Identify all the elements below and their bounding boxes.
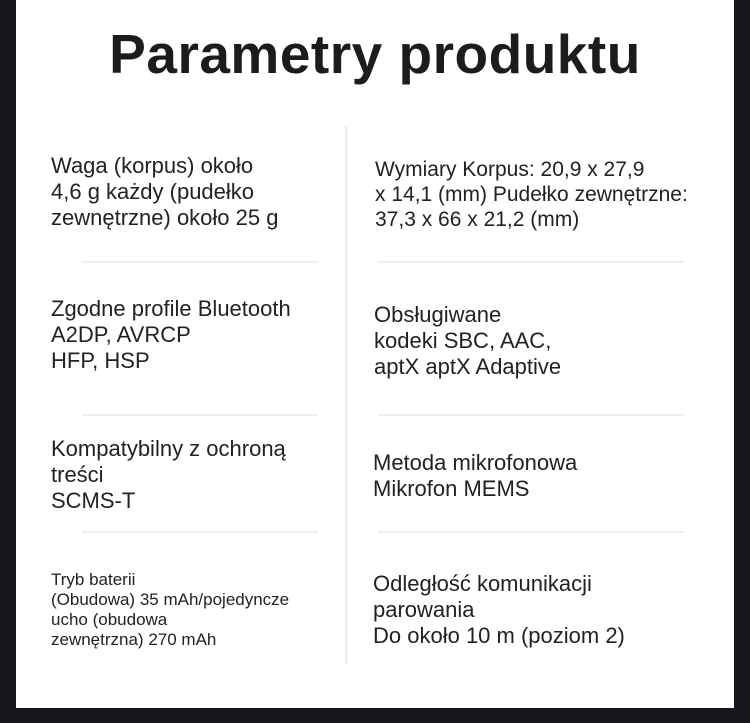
row-divider-right-2 xyxy=(378,414,684,416)
spec-battery: Tryb baterii (Obudowa) 35 mAh/pojedyncze ucho (obudowa zewnętrzna) 270 mAh xyxy=(51,570,290,650)
spec-codecs: Obsługiwane kodeki SBC, AAC, aptX aptX Adaptive xyxy=(374,302,562,379)
spec-dimensions: Wymiary Korpus: 20,9 x 27,9 x 14,1 (mm) Pudełko zewnętrzne: 37,3 x 66 x 21,2 (mm) xyxy=(375,158,688,231)
spec-microphone: Metoda mikrofonowa Mikrofon MEMS xyxy=(373,450,578,501)
spec-pairing-distance: Odległość komunikacji parowania Do około 10 m (poziom 2) xyxy=(373,571,625,648)
spec-content-protection: Kompatybilny z ochroną treści SCMS-T xyxy=(51,436,286,513)
spec-bluetooth-profiles: Zgodne profile Bluetooth A2DP, AVRCP HFP, HSP xyxy=(51,296,291,373)
page-title: Parametry produktu xyxy=(109,23,641,85)
row-divider-left-3 xyxy=(82,531,318,533)
spec-weight: Waga (korpus) około 4,6 g każdy (pudełko zewnętrzne) około 25 g xyxy=(51,153,279,230)
row-divider-right-1 xyxy=(378,261,684,263)
row-divider-left-1 xyxy=(82,261,318,263)
column-divider xyxy=(345,126,347,664)
row-divider-left-2 xyxy=(82,414,318,416)
row-divider-right-3 xyxy=(378,531,684,533)
